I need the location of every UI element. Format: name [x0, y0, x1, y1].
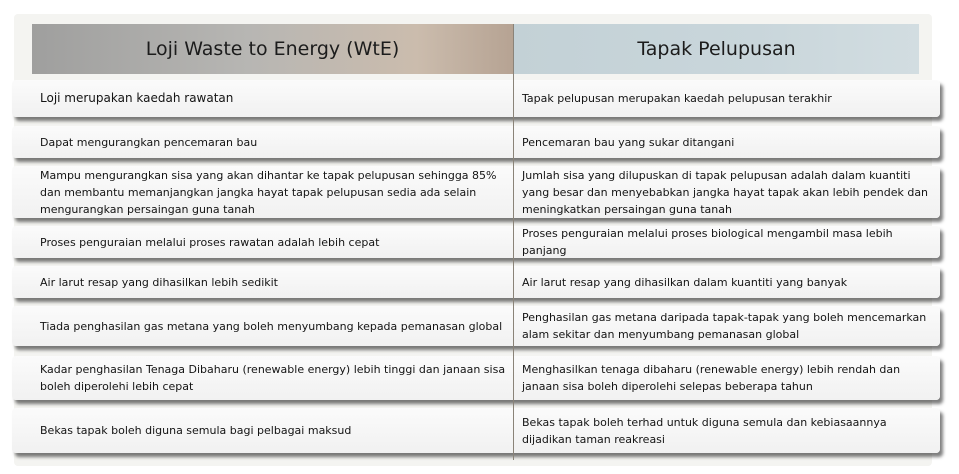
row-4-wte: Proses penguraian melalui proses rawatan adalah lebih cepat	[40, 235, 380, 249]
row-1-wte: Loji merupakan kaedah rawatan	[40, 91, 234, 105]
row-6-landfill: Penghasilan gas metana daripada tapak-tapak yang boleh mencemarkan alam sekitar dan menyumbang pemanasan global	[522, 311, 927, 341]
header-wte	[32, 24, 513, 74]
row-8-wte: Bekas tapak boleh diguna semula bagi pelbagai maksud	[40, 424, 352, 437]
row-3-landfill: Jumlah sisa yang dilupuskan di tapak pelupusan adalah dalam kuantiti yang besar dan menyebabkan jangka hayat tapak akan lebih pendek dan meningkatkan persaingan guna tanah	[522, 168, 929, 216]
table-row	[12, 166, 940, 218]
row-6-wte: Tiada penghasilan gas metana yang boleh menyumbang kepada pemanasan global	[40, 319, 503, 333]
row-7-wte: Kadar penghasilan Tenaga Dibaharu (renewable energy) lebih tinggi dan janaan sisa boleh diperolehi lebih cepat	[40, 363, 506, 393]
table-row	[12, 126, 940, 158]
row-4-landfill: Proses penguraian melalui proses biological mengambil masa lebih panjang	[522, 227, 893, 257]
table-row	[12, 408, 940, 453]
table-row	[12, 356, 940, 400]
header-wte-label: Loji Waste to Energy (WtE)	[145, 38, 400, 60]
row-8-landfill: Bekas tapak boleh terhad untuk diguna semula dan kebiasaannya dijadikan taman reakreasi	[522, 415, 887, 446]
table-row	[12, 306, 940, 346]
header-landfill-label: Tapak Pelupusan	[637, 38, 796, 60]
row-5-landfill: Air larut resap yang dihasilkan dalam kuantiti yang banyak	[522, 275, 848, 289]
row-3-wte: Mampu mengurangkan sisa yang akan dihantar ke tapak pelupusan sehingga 85% dan membantu memanjangkan jangka hayat tapak pelupusan sedia ada selain mengurangkan persaingan guna tanah	[40, 168, 497, 216]
row-5-wte: Air larut resap yang dihasilkan lebih sedikit	[40, 275, 278, 289]
table-row	[12, 80, 940, 117]
row-7-landfill: Menghasilkan tenaga dibaharu (renewable energy) lebih rendah dan janaan sisa boleh diperolehi selepas beberapa tahun	[522, 363, 901, 393]
row-2-landfill: Pencemaran bau yang sukar ditangani	[522, 135, 735, 149]
header-landfill	[514, 24, 919, 74]
table-row	[12, 266, 940, 298]
table-row	[12, 226, 940, 258]
row-1-landfill: Tapak pelupusan merupakan kaedah pelupusan terakhir	[522, 92, 832, 105]
column-divider	[513, 24, 514, 460]
row-2-wte: Dapat mengurangkan pencemaran bau	[40, 135, 258, 149]
